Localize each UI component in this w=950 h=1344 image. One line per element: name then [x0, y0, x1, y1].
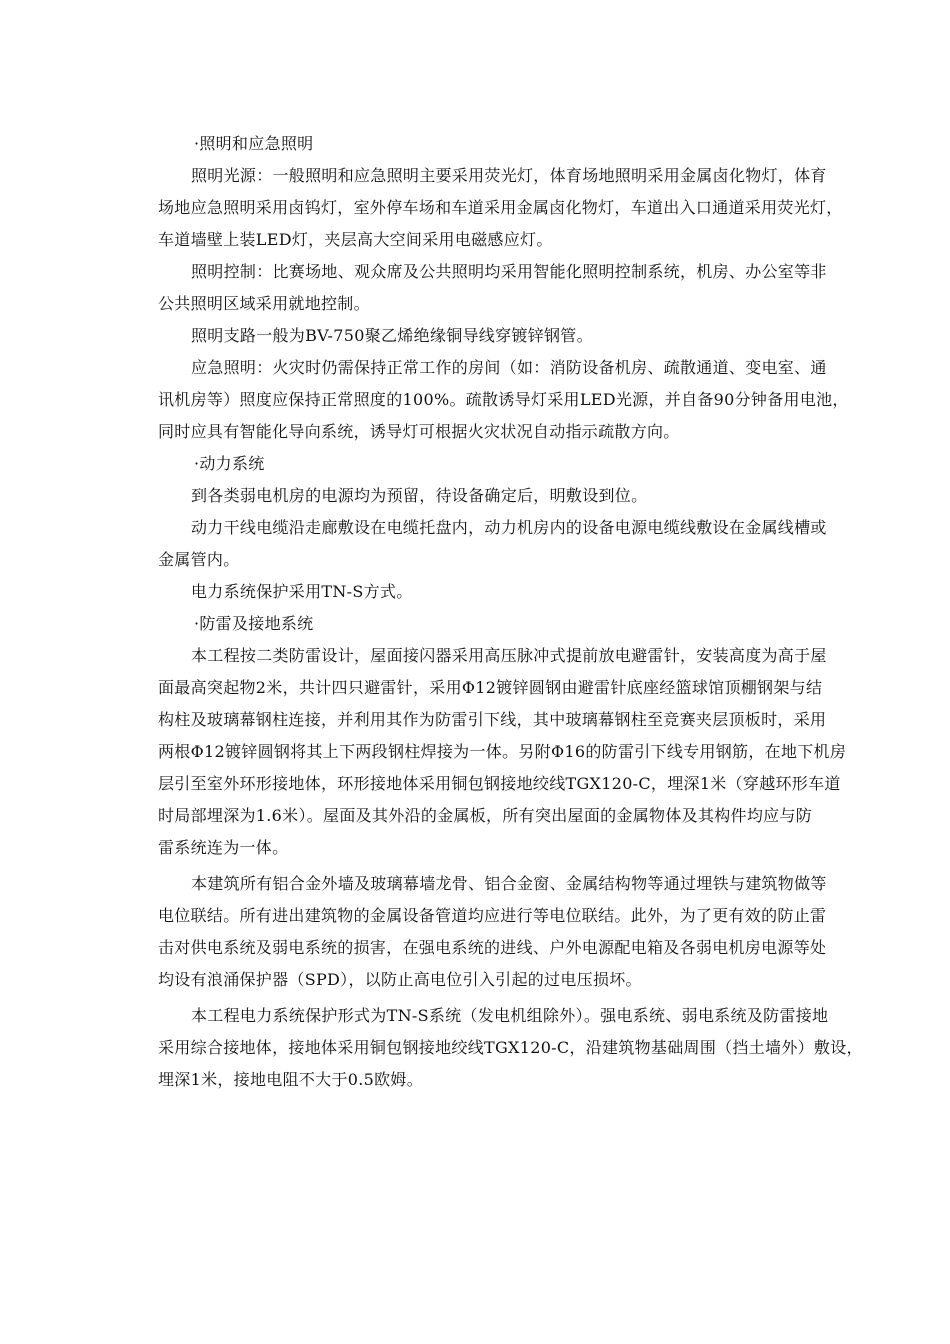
paragraph-line: 照明控制：比赛场地、观众席及公共照明均采用智能化照明控制系统，机房、办公室等非	[191, 262, 827, 281]
paragraph	[158, 640, 863, 864]
paragraph-line: 同时应具有智能化导向系统，诱导灯可根据火灾状况自动指示疏散方向。	[158, 422, 680, 441]
paragraph-line: 构柱及玻璃幕钢柱连接，并利用其作为防雷引下线，其中玻璃幕钢柱至竞赛夹层顶板时，采用	[158, 710, 827, 729]
paragraph	[158, 576, 863, 608]
paragraph-line: 均设有浪涌保护器（SPD），以防止高电位引入引起的过电压损坏。	[158, 970, 642, 989]
paragraph-line: 两根Φ12镀锌圆钢将其上下两段钢柱焊接为一体。另附Φ16的防雷引下线专用钢筋，在地下机房	[158, 742, 847, 761]
paragraph	[158, 256, 863, 320]
paragraph-line: 车道墙壁上装LED灯，夹层高大空间采用电磁感应灯。	[158, 230, 553, 249]
paragraph-line: 照明光源：一般照明和应急照明主要采用荧光灯，体育场地照明采用金属卤化物灯，体育	[191, 166, 827, 185]
paragraph-line: 埋深1米，接地电阻不大于0.5欧姆。	[158, 1070, 424, 1089]
paragraph-line: 击对供电系统及弱电系统的损害，在强电系统的进线、户外电源配电箱及各弱电机房电源等处	[158, 938, 827, 957]
paragraph	[158, 320, 863, 352]
paragraph-line: 电力系统保护采用TN-S方式。	[191, 582, 413, 601]
paragraph	[158, 480, 863, 512]
section-heading	[158, 608, 863, 640]
section-heading	[158, 448, 863, 480]
paragraph-line: 采用综合接地体，接地体采用铜包钢接地绞线TGX120-C，沿建筑物基础周围（挡土墙外）敷设，	[158, 1038, 863, 1057]
paragraph-line: 本工程电力系统保护形式为TN-S系统（发电机组除外）。强电系统、弱电系统及防雷接地	[191, 1006, 829, 1025]
paragraph-line: 雷系统连为一体。	[158, 838, 289, 857]
paragraph-line: 公共照明区域采用就地控制。	[158, 294, 370, 313]
paragraph-line: 照明支路一般为BV-750聚乙烯绝缘铜导线穿镀锌钢管。	[191, 326, 593, 345]
heading-text: ·照明和应急照明	[194, 134, 314, 153]
paragraph	[158, 352, 863, 448]
paragraph-line: 时局部埋深为1.6米）。屋面及其外沿的金属板，所有突出屋面的金属物体及其构件均应与防	[158, 806, 813, 825]
paragraph-line: 应急照明：火灾时仍需保持正常工作的房间（如：消防设备机房、疏散通道、变电室、通	[191, 358, 827, 377]
paragraph	[158, 160, 863, 256]
section-heading	[158, 128, 863, 160]
heading-text: ·动力系统	[194, 454, 265, 473]
paragraph-line: 电位联结。所有进出建筑物的金属设备管道均应进行等电位联结。此外，为了更有效的防止雷	[158, 906, 827, 925]
paragraph	[158, 1000, 863, 1096]
paragraph-line: 讯机房等）照度应保持正常照度的100%。疏散诱导灯采用LED光源，并自备90分钟备用电池，	[158, 390, 849, 409]
paragraph-line: 金属管内。	[158, 550, 240, 569]
paragraph	[158, 868, 863, 996]
heading-text: ·防雷及接地系统	[194, 614, 314, 633]
paragraph-line: 到各类弱电机房的电源均为预留，待设备确定后，明敷设到位。	[191, 486, 648, 505]
paragraph	[158, 512, 863, 576]
document-body	[158, 128, 863, 1096]
paragraph-line: 场地应急照明采用卤钨灯，室外停车场和车道采用金属卤化物灯，车道出入口通道采用荧光灯，	[158, 198, 843, 217]
paragraph-line: 面最高突起物2米，共计四只避雷针，采用Φ12镀锌圆钢由避雷针底座经篮球馆顶棚钢架与结	[158, 678, 823, 697]
paragraph-line: 动力干线电缆沿走廊敷设在电缆托盘内，动力机房内的设备电源电缆线敷设在金属线槽或	[191, 518, 827, 537]
paragraph-line: 层引至室外环形接地体，环形接地体采用铜包钢接地绞线TGX120-C，埋深1米（穿越环形车道	[158, 774, 841, 793]
paragraph-line: 本建筑所有铝合金外墙及玻璃幕墙龙骨、铝合金窗、金属结构物等通过埋铁与建筑物做等	[191, 874, 827, 893]
paragraph-line: 本工程按二类防雷设计，屋面接闪器采用高压脉冲式提前放电避雷针，安装高度为高于屋	[191, 646, 827, 665]
